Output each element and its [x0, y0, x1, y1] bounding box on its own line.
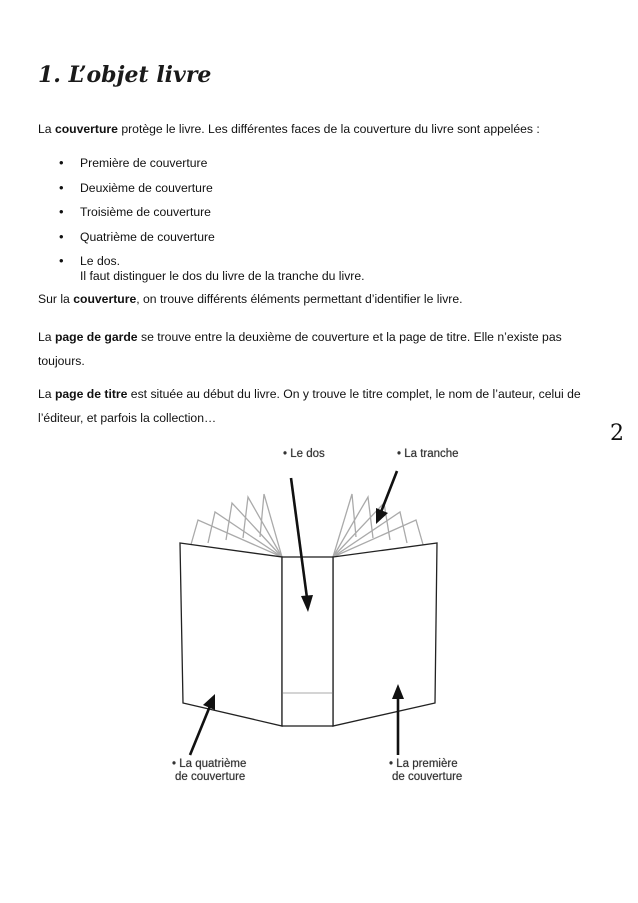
list-item: • Le dos. — [62, 252, 215, 277]
label-le-dos: • Le dos — [283, 448, 325, 460]
label-premiere-line1: • La première — [389, 758, 458, 770]
couverture-prefix: Sur la — [38, 292, 74, 306]
list-item: • Quatrième de couverture — [62, 228, 215, 253]
page-title: 1. L’objet livre — [38, 62, 212, 88]
label-quatrieme-line1: • La quatrième — [172, 758, 247, 770]
label-la-tranche: • La tranche — [397, 448, 459, 460]
garde-prefix: La — [38, 330, 55, 344]
list-item: • Deuxième de couverture — [62, 179, 215, 204]
garde-bold-term: page de garde — [54, 330, 138, 344]
titre-bold-term: page de titre — [54, 387, 128, 401]
garde-suffix: se trouve entre la deuxième de couverture et la page de titre. Elle n’existe pas toujours. — [38, 330, 562, 368]
titre-prefix: La — [38, 387, 55, 401]
couverture-bold-term: couverture — [73, 292, 137, 306]
titre-suffix: est située au début du livre. On y trouve le titre complet, le nom de l’auteur, celui de l’éditeur, et parfois la collection… — [38, 387, 581, 425]
spine-note: Il faut distinguer le dos du livre de la tranche du livre. — [80, 269, 365, 283]
spine — [282, 557, 333, 726]
label-quatrieme-line2: de couverture — [175, 771, 246, 783]
front-cover — [333, 543, 437, 726]
list-item: • Troisième de couverture — [62, 203, 215, 228]
intro-prefix: La — [38, 122, 55, 136]
couverture-suffix: , on trouve différents éléments permettant d’identifier le livre. — [136, 292, 463, 306]
back-cover — [180, 543, 282, 726]
page-number: 2 — [610, 421, 624, 446]
intro-bold-term: couverture — [54, 122, 118, 136]
label-premiere-line2: de couverture — [392, 771, 463, 783]
intro-suffix: protège le livre. Les différentes faces de la couverture du livre sont appelées : — [117, 122, 540, 136]
list-item: • Première de couverture — [62, 154, 215, 179]
